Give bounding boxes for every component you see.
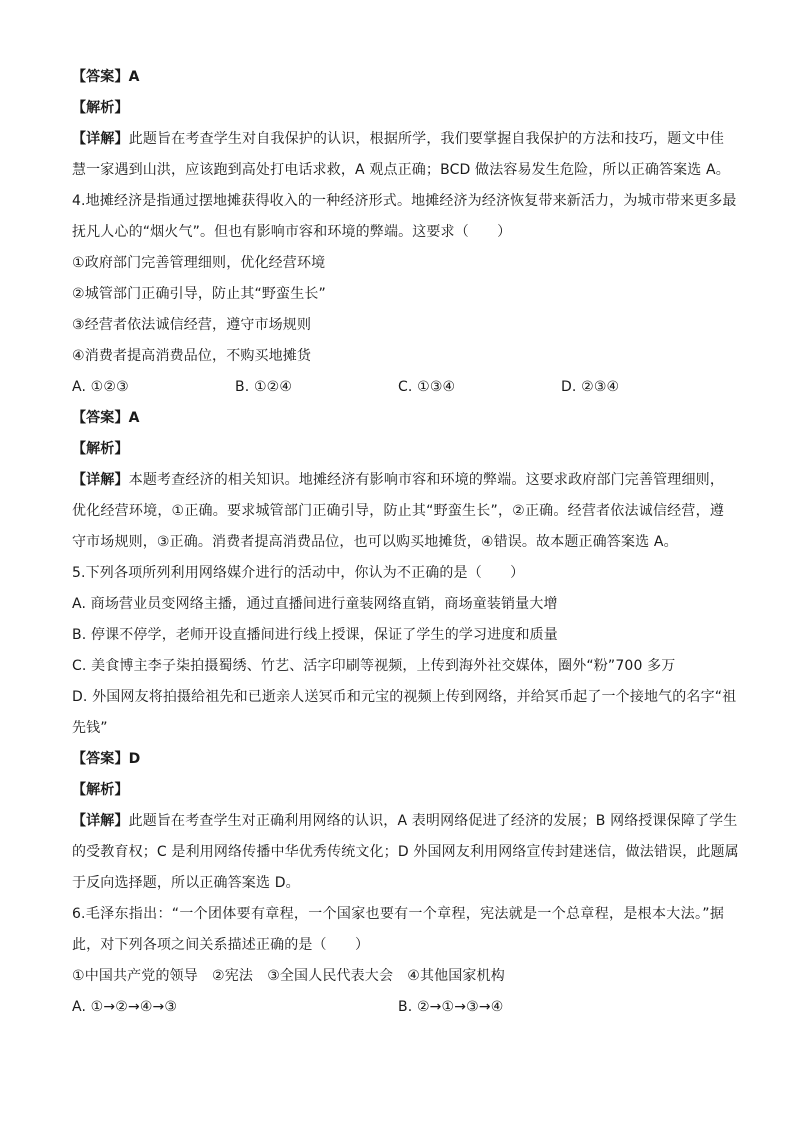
q4-item-3: ③经营者依法诚信经营，遵守市场规则 xyxy=(72,317,312,333)
q5-option-d: D. 外国网友将拍摄给祖先和已逝亲人送冥币和元宝的视频上传到网络，并给冥币起了一个接地气的名字“祖 xyxy=(72,689,737,705)
q5-option-a: A. 商场营业员变网络主播，通过直播间进行童装网络直销，商场童装销量大增 xyxy=(72,596,558,612)
q4-item-4: ④消费者提高消费品位，不购买地摊货 xyxy=(72,348,312,364)
q5-option-c: C. 美食博主李子柒拍摄蜀绣、竹艺、活字印刷等视频，上传到海外社交媒体，圈外“粉”700 多万 xyxy=(72,658,676,674)
q6-options xyxy=(72,992,724,1023)
q4-option-d: D. ②③④ xyxy=(561,379,620,395)
document-page xyxy=(72,62,739,1023)
q4-option-c: C. ①③④ xyxy=(398,379,456,395)
analysis-label: 【解析】 xyxy=(72,100,129,116)
q5-option-d-cont: 先钱” xyxy=(72,720,108,736)
q6-stem-cont: 此，对下列各项之间关系描述正确的是（ ） xyxy=(72,937,370,953)
q5-detail-cont-1: 的受教育权；C 是利用网络传播中华优秀传统文化；D 外国网友利用网络宣传封建迷信，做法错误，此题属 xyxy=(72,844,739,860)
q4-analysis-label: 【解析】 xyxy=(72,441,129,457)
q6-option-a: A. ①→②→④→③ xyxy=(72,999,178,1015)
q4-option-b: B. ①②④ xyxy=(235,379,293,395)
q4-detail: 【详解】本题考查经济的相关知识。地摊经济有影响市容和环境的弊端。这要求政府部门完善管理细则， xyxy=(72,472,724,488)
q4-stem: 4.地摊经济是指通过摆地摊获得收入的一种经济形式。地摊经济为经济恢复带来新活力，为城市带来更多最 xyxy=(72,193,737,209)
q5-option-b: B. 停课不停学，老师开设直播间进行线上授课，保证了学生的学习进度和质量 xyxy=(72,627,558,643)
q5-detail-cont-2: 于反向选择题，所以正确答案选 D。 xyxy=(72,875,300,891)
answer-line: 【答案】A xyxy=(72,69,140,85)
q4-option-a: A. ①②③ xyxy=(72,379,129,395)
q5-answer-line: 【答案】D xyxy=(72,751,141,767)
q5-analysis-label: 【解析】 xyxy=(72,782,129,798)
q6-option-b: B. ②→①→③→④ xyxy=(398,999,504,1015)
q5-detail: 【详解】此题旨在考查学生对正确利用网络的认识，A 表明网络促进了经济的发展；B 网络授课保障了学生 xyxy=(72,813,738,829)
q6-stem: 6.毛泽东指出：“一个团体要有章程，一个国家也要有一个章程，宪法就是一个总章程，是根本大法。”据 xyxy=(72,906,724,922)
q4-item-2: ②城管部门正确引导，防止其“野蛮生长” xyxy=(72,286,326,302)
q4-detail-cont-2: 守市场规则，③正确。消费者提高消费品位，也可以购买地摊货，④错误。故本题正确答案选 A。 xyxy=(72,534,678,550)
q4-stem-cont: 抚凡人心的“烟火气”。但也有影响市容和环境的弊端。这要求（ ） xyxy=(72,224,512,240)
q6-items: ①中国共产党的领导 ②宪法 ③全国人民代表大会 ④其他国家机构 xyxy=(72,968,505,984)
q4-options xyxy=(72,372,724,403)
detail-paragraph-cont: 慧一家遇到山洪，应该跑到高处打电话求救，A 观点正确；BCD 做法容易发生危险，所以正确答案选 A。 xyxy=(72,162,730,178)
detail-paragraph: 【详解】此题旨在考查学生对自我保护的认识，根据所学，我们要掌握自我保护的方法和技巧，题文中佳 xyxy=(72,131,724,147)
q4-detail-cont-1: 优化经营环境，①正确。要求城管部门正确引导，防止其“野蛮生长”，②正确。经营者依法诚信经营，遵 xyxy=(72,503,724,519)
q5-stem: 5.下列各项所列利用网络媒介进行的活动中，你认为不正确的是（ ） xyxy=(72,565,525,581)
q4-item-1: ①政府部门完善管理细则，优化经营环境 xyxy=(72,255,326,271)
q4-answer-line: 【答案】A xyxy=(72,410,140,426)
